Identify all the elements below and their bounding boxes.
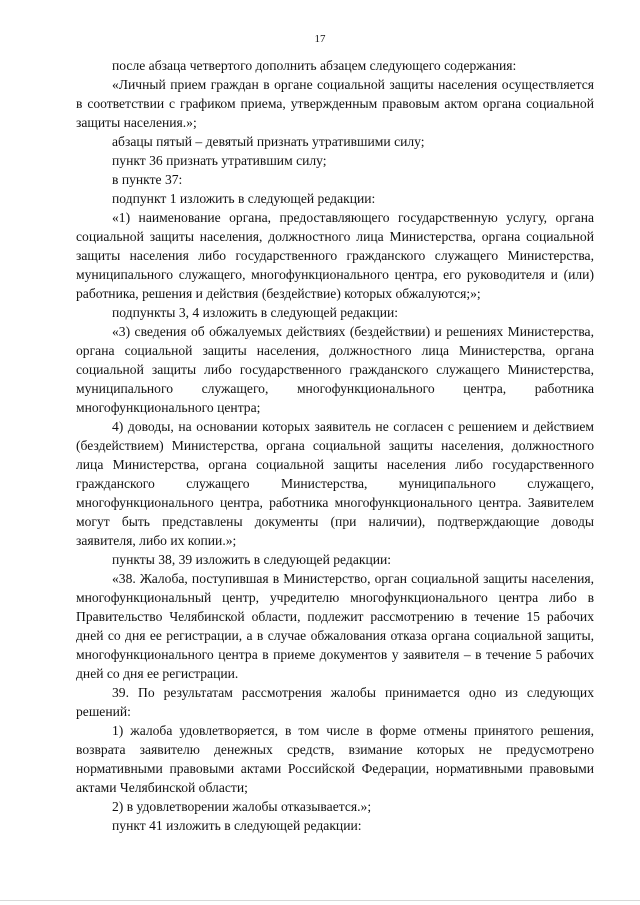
- paragraph: после абзаца четвертого дополнить абзацем следующего содержания:: [112, 58, 517, 73]
- page-number: 17: [314, 33, 326, 45]
- paragraph: 4) доводы, на основании которых заявитель не согласен с решением и действием (бездействием) Министерства, органа социальной защиты населения, должностного лица Министерства, органа социальной защиты населения либо государственного гражданского служащего Министерства, муниципального служащего, многофункционального центра, работника многофункционального центра. Заявителем могут быть представлены документы (при наличии), подтверждающие доводы заявителя, либо их копии.»;: [76, 419, 594, 548]
- paragraph: пункты 38, 39 изложить в следующей редакции:: [112, 552, 392, 567]
- document-body: [76, 56, 594, 835]
- paragraph: абзацы пятый – девятый признать утратившими силу;: [112, 134, 425, 149]
- paragraph: в пункте 37:: [112, 172, 183, 187]
- paragraph: 2) в удовлетворении жалобы отказывается.»;: [112, 799, 372, 814]
- paragraph: 1) жалоба удовлетворяется, в том числе в форме отмены принятого решения, возврата заявителю денежных средств, взимание которых не предусмотрено нормативными правовыми актами Российской Федерации, нормативными правовыми актами Челябинской области;: [76, 723, 594, 795]
- paragraph: «38. Жалоба, поступившая в Министерство, орган социальной защиты населения, многофункциональный центр, учредителю многофункционального центра либо в Правительство Челябинской области, подлежит рассмотрению в течение 15 рабочих дней со дня ее регистрации, а в случае обжалования отказа органа социальной защиты, многофункционального центра в приеме документов у заявителя – в течение 5 рабочих дней со дня ее регистрации.: [76, 571, 594, 681]
- scan-artifact-line: [0, 900, 640, 901]
- paragraph: подпункты 3, 4 изложить в следующей редакции:: [112, 305, 399, 320]
- paragraph: подпункт 1 изложить в следующей редакции:: [112, 191, 376, 206]
- paragraph: «1) наименование органа, предоставляющего государственную услугу, органа социальной защиты населения, должностного лица Министерства, органа социальной защиты населения либо государственного гражданского служащего Министерства, муниципального служащего, многофункционального центра, его руководителя и (или) работника, решения и действия (бездействие) которых обжалуются;»;: [76, 210, 594, 301]
- paragraph: «3) сведения об обжалуемых действиях (бездействии) и решениях Министерства, органа социальной защиты населения, должностного лица Министерства, органа социальной защиты либо государственного гражданского служащего Министерства, муниципального служащего, многофункционального центра, работника многофункционального центра;: [76, 324, 594, 415]
- paragraph: пункт 41 изложить в следующей редакции:: [112, 818, 362, 833]
- paragraph: пункт 36 признать утратившим силу;: [112, 153, 327, 168]
- paragraph: «Личный прием граждан в органе социальной защиты населения осуществляется в соответствии с графиком приема, утвержденным правовым актом органа социальной защиты населения.»;: [76, 77, 594, 130]
- paragraph: 39. По результатам рассмотрения жалобы принимается одно из следующих решений:: [76, 685, 594, 719]
